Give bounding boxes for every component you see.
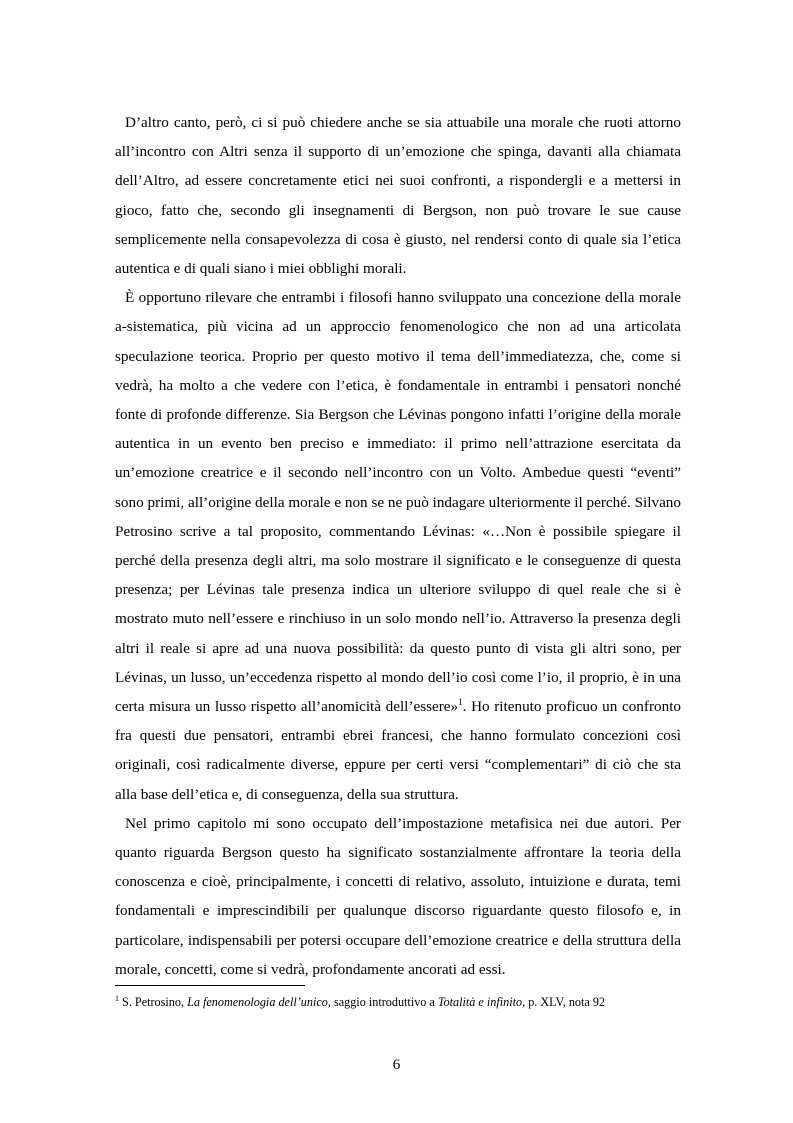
footnote-title: La fenomenologia dell’unico — [187, 995, 328, 1009]
paragraph-1: D’altro canto, però, ci si può chiedere anche se sia attuabile una morale che ruoti attorno all’incontro con Altri senza il supporto di un’emozione che spinga, davanti alla chiamata dell’Altro, ad essere concretamente etici nei suoi confronti, a rispondergli e a mettersi in gioco, fatto che, secondo gli insegnamenti di Bergson, non può trovare le sue cause semplicemente nella consapevolezza di cosa è giusto, nel rendersi conto di quale sia l’etica autentica e di quali siano i miei obblighi morali. — [115, 114, 681, 278]
footnote-middle: , saggio introduttivo a — [327, 995, 438, 1009]
footnote-reference[interactable]: 1 — [458, 697, 463, 707]
paragraph-2-text: È opportuno rilevare che entrambi i filosofi hanno sviluppato una concezione della morale a-sistematica, più vicina ad un approccio fenomenologico che non ad una articolata speculazione teorica. Proprio per questo motivo il tema dell’immediatezza, che, come si vedrà, ha molto a che vedere con l’etica, è fondamentale in entrambi i pensatori nonché fonte di profonde differenze. Sia Bergson che Lévinas pongono infatti l’origine della morale autentica in un evento ben preciso e immediato: il primo nell’attrazione esercitata da un’emozione creatrice e il secondo nell’incontro con un Volto. Ambedue questi “eventi” sono primi, all’origine della morale e non se ne può indagare ulteriormente il perché. Silvano Petrosino scrive a tal proposito, commentando Lévinas: «…Non è possibile spiegare il perché della presenza degli altri, ma solo mostrare il significato e le conseguenze di questa presenza; per Lévinas tale presenza indica un ulteriore sviluppo di quel reale che si è mostrato muto nell’essere e rinchiuso in un solo mondo nell’io. Attraverso la presenza degli altri il reale si apre ad una nuova possibilità: da questo punto di vista gli altri sono, per Lévinas, un lusso, un’eccedenza rispetto al mondo dell’io così come l’io, il proprio, è in una certa misura un lusso rispetto all’anomicità dell’essere» — [115, 289, 681, 716]
paragraph-3: Nel primo capitolo mi sono occupato dell’impostazione metafisica nei due autori. Per quanto riguarda Bergson questo ha significato sostanzialmente affrontare la teoria della conoscenza e cioè, principalmente, i concetti di relativo, assoluto, intuizione e durata, temi fondamentali e imprescindibili per qualunque discorso riguardante questo filosofo e, in particolare, indispensabili per potersi occupare dell’emozione creatrice e della struttura della morale, concetti, come si vedrà, profondamente ancorati ad essi. — [115, 814, 681, 978]
footnote-work: Totalità e infinito — [437, 995, 523, 1009]
footnote-number: 1 — [115, 993, 119, 1003]
paragraph-2-text-continued: . Ho ritenuto proficuo un confronto fra questi due pensatori, entrambi ebrei francesi, che hanno formulato concezioni così originali, così radicalmente diverse, eppure per certi versi “complementari” di ciò che sta alla base dell’etica e, di conseguenza, della sua struttura. — [115, 698, 682, 803]
footnote-author: S. Petrosino, — [119, 995, 188, 1009]
document-body — [115, 108, 681, 984]
footnote-end: , p. XLV, nota 92 — [522, 995, 606, 1009]
footnote — [115, 994, 681, 1010]
footnote-separator — [115, 985, 305, 986]
page-number: 6 — [392, 1057, 401, 1073]
paragraph-2 — [115, 283, 681, 809]
